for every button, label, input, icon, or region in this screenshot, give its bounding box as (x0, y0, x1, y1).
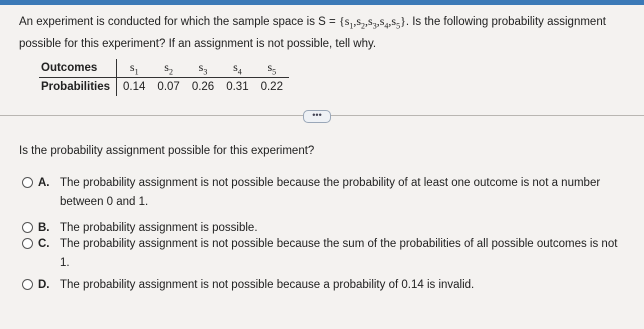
probabilities-row (39, 78, 289, 97)
outcome-cell-3: $s_3$ (186, 59, 220, 78)
outcome-cell-2: $s_2$ (151, 59, 185, 78)
choice-text-d: The probability assignment is not possible because a probability of 0.14 is invalid. (60, 279, 475, 291)
probability-cell-5: 0.22 (260, 81, 283, 94)
set-element-5: $s_5$ (391, 14, 401, 31)
outcomes-header: Outcomes (39, 59, 117, 78)
choice-letter-b: B. (38, 222, 50, 234)
outcome-cell-5: $s_5$ (255, 59, 289, 78)
set-open-brace: { (338, 14, 345, 28)
question-text (19, 12, 619, 54)
probability-table (39, 59, 289, 96)
radio-button-c[interactable] (22, 238, 33, 249)
choice-letter-a: A. (38, 177, 50, 189)
choice-text-a: The probability assignment is not possible because the probability of at least one outcome is not a number between 0 and 1. (60, 177, 601, 208)
choice-text-c: The probability assignment is not possible because the sum of the probabilities of all possible outcomes is not 1. (60, 238, 618, 269)
radio-button-b[interactable] (22, 222, 33, 233)
set-element-1: $s_1$ (344, 14, 354, 31)
probability-cell-1: 0.14 (123, 81, 146, 94)
set-element-3: $s_3$ (368, 14, 377, 31)
choice-text-b: The probability assignment is possible. (60, 222, 258, 234)
outcome-cell-4: $s_4$ (220, 59, 254, 78)
outcome-cell-1: $s_1$ (117, 59, 152, 78)
set-element-4: $s_4$ (379, 14, 389, 31)
question-intro: An experiment is conducted for which the sample space is S = (19, 16, 339, 28)
set-element-2: $s_2$ (356, 14, 366, 31)
choice-letter-c: C. (38, 238, 50, 250)
sample-space-set: $\{s_1,s_2,s_3,s_4,s_5\}$ (338, 14, 406, 31)
probability-cell-4: 0.31 (226, 81, 249, 94)
radio-button-d[interactable] (22, 279, 33, 290)
outcomes-row (39, 59, 289, 78)
probability-cell-2: 0.07 (157, 81, 180, 94)
set-close-brace: } (400, 14, 406, 28)
top-accent-bar (0, 0, 644, 5)
probability-cell-3: 0.26 (191, 81, 215, 94)
question-rest: . Is the following probability assignment possible for this experiment? If an assignment is not possible, tell why. (19, 16, 606, 51)
radio-button-a[interactable] (22, 177, 33, 188)
probabilities-header: Probabilities (39, 78, 117, 97)
choice-letter-d: D. (38, 279, 50, 291)
more-options-button[interactable]: ••• (303, 110, 331, 123)
prompt-text: Is the probability assignment possible for this experiment? (19, 145, 315, 157)
